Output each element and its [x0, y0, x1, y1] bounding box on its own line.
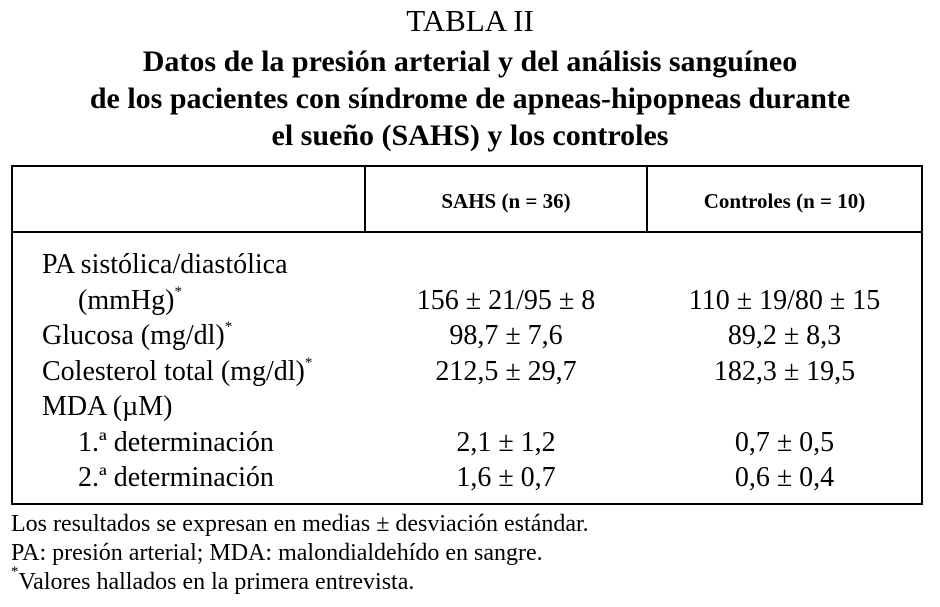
sahs-value: 98,7 ± 7,6	[449, 320, 563, 351]
footnote-mark: *	[11, 564, 19, 580]
footnote-line: Los resultados se expresan en medias ± desviación estándar.	[11, 511, 589, 537]
table-header-row	[13, 167, 921, 233]
column-header-sahs: SAHS (n = 36)	[441, 189, 571, 213]
row-label: MDA (µM)	[42, 391, 173, 422]
title-line: de los pacientes con síndrome de apneas-hipopneas durante	[89, 82, 851, 115]
footnote-mark: *	[304, 354, 313, 371]
footnote-mark: *	[174, 283, 182, 300]
table-title	[0, 43, 940, 154]
data-table	[11, 165, 923, 505]
sahs-value: 1,6 ± 0,7	[456, 462, 556, 493]
table-row	[13, 425, 921, 461]
controles-value: 110 ± 19/80 ± 15	[688, 284, 881, 316]
controles-value: 89,2 ± 8,3	[727, 320, 842, 351]
footnote-line: PA: presión arterial; MDA: malondialdehído en sangre.	[11, 540, 543, 566]
controles-value: 182,3 ± 19,5	[713, 355, 856, 387]
table-row	[13, 247, 921, 283]
table-footnotes	[11, 510, 589, 597]
column-header-controles: Controles (n = 10)	[703, 189, 866, 213]
table-row	[13, 460, 921, 496]
controles-value: 0,6 ± 0,4	[734, 462, 835, 493]
row-label: 1.ª determinación	[78, 426, 274, 458]
title-line: el sueño (SAHS) y los controles	[271, 119, 669, 152]
row-label: 2.ª determinación	[78, 462, 274, 493]
controles-value: 0,7 ± 0,5	[734, 426, 835, 458]
row-label: (mmHg)*	[78, 283, 182, 316]
title-line: Datos de la presión arterial y del análisis sanguíneo	[142, 45, 798, 78]
table-body	[13, 247, 921, 496]
table-row	[13, 318, 921, 354]
table-row	[13, 389, 921, 425]
footnote-mark: *	[224, 319, 233, 335]
sahs-value: 2,1 ± 1,2	[456, 426, 556, 458]
row-label: Colesterol total (mg/dl)*	[42, 354, 313, 387]
table-row	[13, 354, 921, 390]
row-label: Glucosa (mg/dl)*	[42, 319, 233, 351]
sahs-value: 156 ± 21/95 ± 8	[416, 284, 596, 316]
footnote-line: *Valores hallados en la primera entrevista.	[11, 564, 415, 595]
table-number: TABLA II	[406, 3, 534, 38]
row-label: PA sistólica/diastólica	[42, 249, 288, 280]
sahs-value: 212,5 ± 29,7	[435, 355, 577, 387]
table-row	[13, 283, 921, 319]
